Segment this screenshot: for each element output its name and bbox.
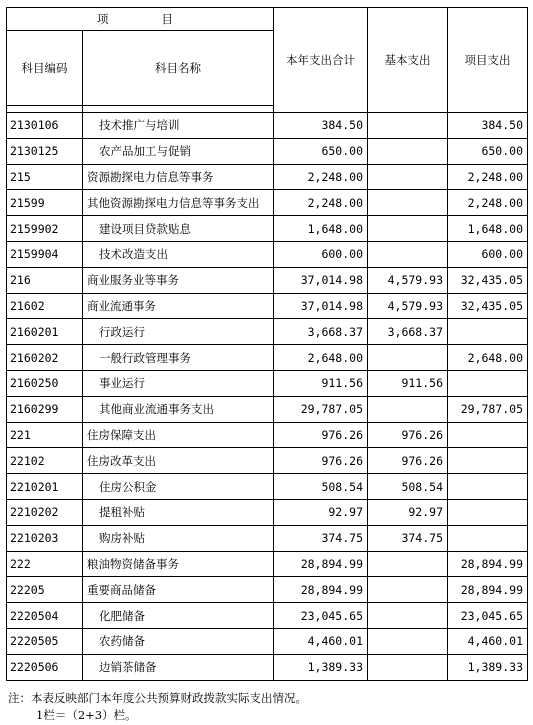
table-row	[7, 603, 528, 629]
row-code: 2130125	[7, 138, 83, 164]
row-basic: 4,579.93	[368, 293, 448, 319]
footnote	[8, 690, 307, 724]
row-basic: 508.54	[368, 474, 448, 500]
row-total: 976.26	[274, 448, 368, 474]
table-row	[7, 345, 528, 371]
row-code: 2160201	[7, 319, 83, 345]
row-basic	[368, 603, 448, 629]
row-name: 购房补贴	[83, 525, 274, 551]
row-project: 32,435.05	[448, 293, 528, 319]
row-project	[448, 525, 528, 551]
row-name: 住房改革支出	[83, 448, 274, 474]
row-project: 650.00	[448, 138, 528, 164]
row-name: 技术推广与培训	[83, 113, 274, 139]
item-header: 项 目	[7, 8, 274, 31]
row-name: 其他商业流通事务支出	[83, 396, 274, 422]
row-basic	[368, 345, 448, 371]
row-code: 215	[7, 164, 83, 190]
row-project: 29,787.05	[448, 396, 528, 422]
row-total: 92.97	[274, 499, 368, 525]
table-row	[7, 474, 528, 500]
table-row	[7, 628, 528, 654]
code-header: 科目编码	[7, 31, 83, 106]
row-basic: 92.97	[368, 499, 448, 525]
table-row	[7, 551, 528, 577]
row-total: 600.00	[274, 241, 368, 267]
row-basic	[368, 113, 448, 139]
row-basic	[368, 164, 448, 190]
row-name: 技术改造支出	[83, 241, 274, 267]
project-header: 项目支出	[448, 8, 528, 113]
row-total: 650.00	[274, 138, 368, 164]
row-total: 374.75	[274, 525, 368, 551]
row-code: 221	[7, 422, 83, 448]
row-code: 2160202	[7, 345, 83, 371]
row-project: 28,894.99	[448, 577, 528, 603]
table-row	[7, 422, 528, 448]
row-total: 384.50	[274, 113, 368, 139]
row-code: 2159904	[7, 241, 83, 267]
row-basic	[368, 396, 448, 422]
table-row	[7, 654, 528, 680]
row-basic	[368, 654, 448, 680]
row-basic: 3,668.37	[368, 319, 448, 345]
table-row	[7, 396, 528, 422]
table-row	[7, 525, 528, 551]
row-basic: 976.26	[368, 448, 448, 474]
table-row	[7, 370, 528, 396]
row-basic	[368, 138, 448, 164]
row-total: 2,248.00	[274, 190, 368, 216]
footnote-line-2: 1栏＝（2+3）栏。	[36, 708, 137, 722]
row-basic: 374.75	[368, 525, 448, 551]
row-name: 行政运行	[83, 319, 274, 345]
row-project: 4,460.01	[448, 628, 528, 654]
row-code: 21599	[7, 190, 83, 216]
table-row	[7, 241, 528, 267]
row-basic: 4,579.93	[368, 267, 448, 293]
row-code: 216	[7, 267, 83, 293]
row-project: 23,045.65	[448, 603, 528, 629]
row-basic: 976.26	[368, 422, 448, 448]
row-total: 3,668.37	[274, 319, 368, 345]
row-code: 2220505	[7, 628, 83, 654]
table-header	[7, 8, 528, 113]
footnote-line-1: 注：本表反映部门本年度公共预算财政拨款实际支出情况。	[8, 691, 307, 705]
row-project	[448, 448, 528, 474]
row-total: 37,014.98	[274, 267, 368, 293]
name-header: 科目名称	[83, 31, 274, 106]
row-total: 1,648.00	[274, 216, 368, 242]
row-name: 农药储备	[83, 628, 274, 654]
row-name: 商业流通事务	[83, 293, 274, 319]
table-row	[7, 319, 528, 345]
table-row	[7, 293, 528, 319]
row-code: 2160299	[7, 396, 83, 422]
row-code: 2220504	[7, 603, 83, 629]
table-row	[7, 577, 528, 603]
table-row	[7, 216, 528, 242]
row-total: 4,460.01	[274, 628, 368, 654]
total-header: 本年支出合计	[274, 8, 368, 113]
row-project: 2,248.00	[448, 190, 528, 216]
row-total: 29,787.05	[274, 396, 368, 422]
row-total: 28,894.99	[274, 551, 368, 577]
row-project: 600.00	[448, 241, 528, 267]
table-body	[7, 113, 528, 681]
row-name: 住房保障支出	[83, 422, 274, 448]
row-basic	[368, 241, 448, 267]
row-basic	[368, 190, 448, 216]
row-project	[448, 370, 528, 396]
row-total: 23,045.65	[274, 603, 368, 629]
table-row	[7, 164, 528, 190]
row-project	[448, 474, 528, 500]
row-project: 1,648.00	[448, 216, 528, 242]
row-name: 粮油物资储备事务	[83, 551, 274, 577]
row-total: 2,248.00	[274, 164, 368, 190]
row-name: 其他资源勘探电力信息等事务支出	[83, 190, 274, 216]
row-total: 508.54	[274, 474, 368, 500]
row-name: 化肥储备	[83, 603, 274, 629]
row-project: 384.50	[448, 113, 528, 139]
row-total: 976.26	[274, 422, 368, 448]
row-project: 32,435.05	[448, 267, 528, 293]
row-name: 资源勘探电力信息等事务	[83, 164, 274, 190]
row-total: 37,014.98	[274, 293, 368, 319]
table-row	[7, 267, 528, 293]
row-code: 2159902	[7, 216, 83, 242]
row-code: 22102	[7, 448, 83, 474]
row-name: 农产品加工与促销	[83, 138, 274, 164]
row-code: 22205	[7, 577, 83, 603]
table-row	[7, 138, 528, 164]
row-project: 2,248.00	[448, 164, 528, 190]
row-project	[448, 319, 528, 345]
row-name: 商业服务业等事务	[83, 267, 274, 293]
row-code: 2210201	[7, 474, 83, 500]
budget-table	[6, 7, 528, 681]
row-project	[448, 422, 528, 448]
row-basic: 911.56	[368, 370, 448, 396]
row-basic	[368, 551, 448, 577]
row-basic	[368, 628, 448, 654]
row-name: 建设项目贷款贴息	[83, 216, 274, 242]
row-project	[448, 499, 528, 525]
row-name: 边销茶储备	[83, 654, 274, 680]
row-name: 事业运行	[83, 370, 274, 396]
table-row	[7, 113, 528, 139]
row-total: 28,894.99	[274, 577, 368, 603]
table-row	[7, 448, 528, 474]
row-basic	[368, 577, 448, 603]
row-code: 2160250	[7, 370, 83, 396]
row-total: 2,648.00	[274, 345, 368, 371]
row-code: 2210203	[7, 525, 83, 551]
row-name: 一般行政管理事务	[83, 345, 274, 371]
row-code: 21602	[7, 293, 83, 319]
row-name: 住房公积金	[83, 474, 274, 500]
row-total: 911.56	[274, 370, 368, 396]
row-project: 28,894.99	[448, 551, 528, 577]
row-name: 重要商品储备	[83, 577, 274, 603]
row-project: 1,389.33	[448, 654, 528, 680]
table-row	[7, 499, 528, 525]
row-total: 1,389.33	[274, 654, 368, 680]
row-code: 222	[7, 551, 83, 577]
row-code: 2220506	[7, 654, 83, 680]
row-name: 提租补贴	[83, 499, 274, 525]
basic-header: 基本支出	[368, 8, 448, 113]
row-basic	[368, 216, 448, 242]
table-row	[7, 190, 528, 216]
row-code: 2210202	[7, 499, 83, 525]
row-code: 2130106	[7, 113, 83, 139]
row-project: 2,648.00	[448, 345, 528, 371]
